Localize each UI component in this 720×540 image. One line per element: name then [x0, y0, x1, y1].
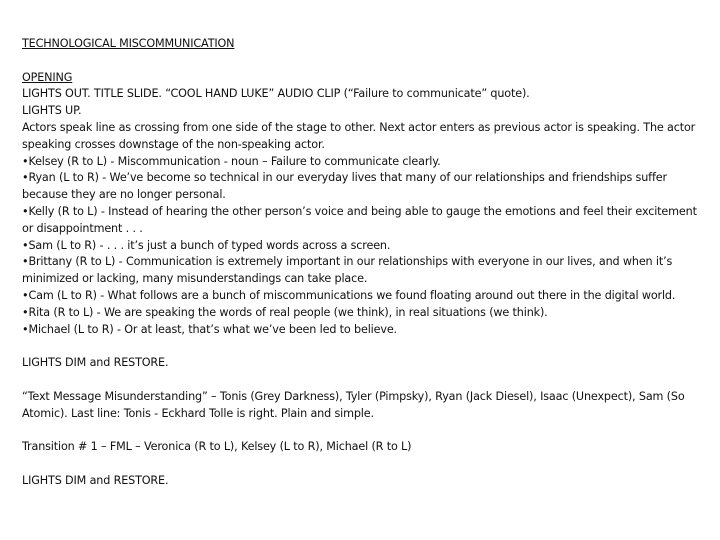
actor-line-ryan: •Ryan (L to R) - We’ve become so technical in our everyday lives that many of our relationships and friendships suffer because they are no longer personal.	[22, 171, 667, 202]
transition-line: Transition # 1 – FML – Veronica (R to L), Kelsey (L to R), Michael (R to L)	[22, 440, 412, 454]
spacer	[22, 372, 706, 389]
opening-line: LIGHTS OUT. TITLE SLIDE. “COOL HAND LUKE” AUDIO CLIP (“Failure to communicate” quote).	[22, 87, 530, 101]
spacer	[22, 422, 706, 439]
actor-line-kelsey: •Kelsey (R to L) - Miscommunication - noun – Failure to communicate clearly.	[22, 154, 441, 168]
opening-heading: OPENING	[22, 70, 73, 84]
actor-line-rita: •Rita (R to L) - We are speaking the words of real people (we think), in real situations (we think).	[22, 305, 548, 319]
stage-direction: Actors speak line as crossing from one side of the stage to other. Next actor enters as previous actor is speaking. The actor speaking crosses downstage of the non-speaking actor.	[22, 120, 696, 151]
actor-line-cam: •Cam (L to R) - What follows are a bunch of miscommunications we found floating around out there in the digital world.	[22, 288, 676, 302]
scene-description: “Text Message Misunderstanding” – Tonis (Grey Darkness), Tyler (Pimpsky), Ryan (Jack Diesel), Isaac (Unexpect), Sam (So Atomic). Last line: Tonis - Eckhard Tolle is right. Plain and simple.	[22, 389, 685, 420]
spacer	[22, 338, 706, 355]
document-title: TECHNOLOGICAL MISCOMMUNICATION	[22, 37, 235, 50]
lighting-cue: LIGHTS DIM and RESTORE.	[22, 473, 169, 487]
actor-line-michael: •Michael (L to R) - Or at least, that’s what we’ve been led to believe.	[22, 322, 397, 336]
opening-line: LIGHTS UP.	[22, 104, 82, 118]
actor-line-brittany: •Brittany (R to L) - Communication is extremely important in our relationships with everyone in our lives, and when it’s minimized or lacking, many misunderstandings can take place.	[22, 255, 673, 286]
actor-line-sam: •Sam (L to R) - . . . it’s just a bunch of typed words across a screen.	[22, 238, 391, 252]
script-document	[22, 36, 706, 490]
spacer	[22, 456, 706, 473]
actor-line-kelly: •Kelly (R to L) - Instead of hearing the other person’s voice and being able to gauge the emotions and feel their excitement or disappointment . . .	[22, 204, 697, 235]
lighting-cue: LIGHTS DIM and RESTORE.	[22, 356, 169, 370]
